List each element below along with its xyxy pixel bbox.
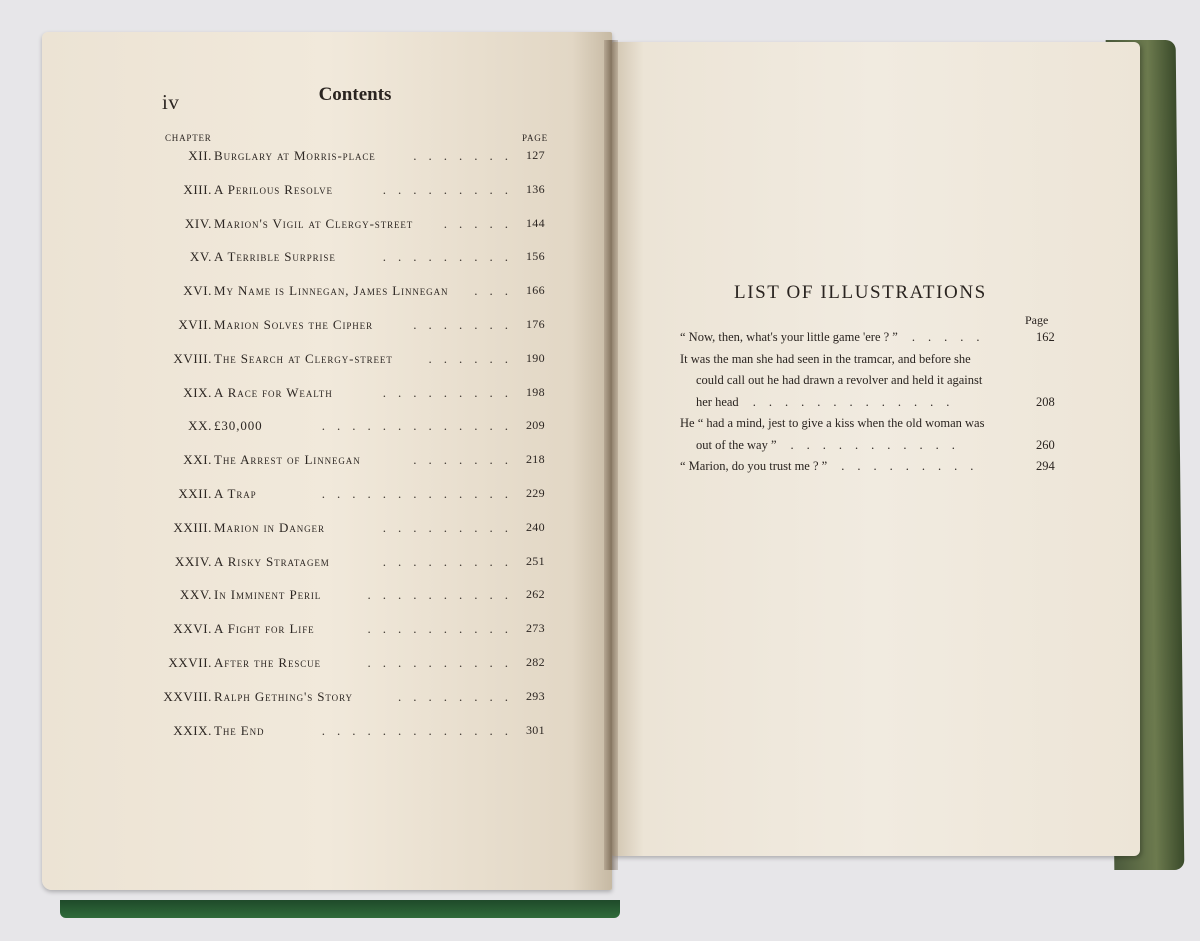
toc-chapter-number: XXVII. xyxy=(168,655,212,670)
table-of-contents xyxy=(0,0,600,800)
book-spine-cloth xyxy=(60,900,620,918)
illustrations-title: LIST OF ILLUSTRATIONS xyxy=(734,282,987,303)
toc-chapter-number: XIII. xyxy=(183,181,212,197)
toc-page-number: 273 xyxy=(526,621,545,636)
illustration-caption-line: “ Marion, do you trust me ? ” xyxy=(680,459,828,473)
illustration-leader-dots: ........... xyxy=(790,437,968,452)
toc-chapter-title: A Risky Stratagem xyxy=(214,553,330,569)
toc-chapter-number: XXI. xyxy=(183,452,212,468)
toc-row xyxy=(0,418,560,438)
toc-page-number: 293 xyxy=(526,688,545,703)
illustration-caption-line: out of the way ” xyxy=(696,437,777,452)
toc-leader-dots: ......... xyxy=(382,181,520,197)
toc-leader-dots: ......... xyxy=(382,384,520,400)
illustration-page-number: 294 xyxy=(1036,459,1055,473)
page-folio: iv xyxy=(162,90,180,114)
toc-row xyxy=(0,148,560,168)
toc-page-number: 262 xyxy=(526,587,545,602)
toc-row xyxy=(0,655,560,675)
toc-leader-dots: ....... xyxy=(413,317,520,332)
toc-chapter-title: Marion Solves the Cipher xyxy=(214,317,373,332)
illustration-page-number: 208 xyxy=(1036,394,1055,409)
toc-leader-dots: ..... xyxy=(443,215,520,231)
page-column-header: PAGE xyxy=(522,133,548,143)
toc-page-number: 190 xyxy=(526,350,545,365)
toc-leader-dots: ....... xyxy=(413,452,520,468)
toc-leader-dots: .......... xyxy=(367,587,520,603)
toc-chapter-number: XXIV. xyxy=(174,553,212,569)
illustration-leader-dots: ......... xyxy=(841,459,987,473)
toc-leader-dots: ............. xyxy=(321,486,520,501)
toc-leader-dots: .......... xyxy=(367,621,520,637)
toc-chapter-number: XVIII. xyxy=(173,350,212,366)
toc-leader-dots: ....... xyxy=(413,148,520,163)
toc-leader-dots: ............. xyxy=(321,722,520,738)
toc-chapter-number: XXVIII. xyxy=(163,688,212,704)
toc-chapter-title: A Trap xyxy=(214,486,257,501)
toc-row xyxy=(0,689,560,709)
toc-chapter-title: A Terrible Surprise xyxy=(214,249,336,265)
toc-leader-dots: ......... xyxy=(382,519,520,535)
illustration-page-number: 260 xyxy=(1036,437,1055,452)
illustration-caption-line: It was the man she had seen in the tramcar, and before she xyxy=(680,351,971,366)
toc-page-number: 176 xyxy=(526,317,545,331)
toc-row xyxy=(0,621,560,641)
toc-page-number: 127 xyxy=(526,148,545,162)
toc-row xyxy=(0,486,560,506)
toc-page-number: 301 xyxy=(526,722,545,737)
toc-chapter-title: A Perilous Resolve xyxy=(214,181,333,197)
toc-page-number: 144 xyxy=(526,215,545,230)
illustration-caption-line: He “ had a mind, jest to give a kiss when the old woman was xyxy=(680,416,985,430)
toc-chapter-title: The Arrest of Linnegan xyxy=(214,452,361,468)
toc-chapter-title: A Race for Wealth xyxy=(214,384,333,400)
toc-row xyxy=(0,452,560,472)
illustration-caption-line: her head xyxy=(696,394,739,409)
toc-page-number: 198 xyxy=(526,384,545,399)
toc-chapter-number: XIX. xyxy=(183,384,212,400)
contents-title: Contents xyxy=(318,84,392,105)
toc-leader-dots: ........ xyxy=(398,688,520,704)
toc-row xyxy=(0,385,560,405)
toc-chapter-number: XVII. xyxy=(178,317,212,332)
toc-chapter-title: My Name is Linnegan, James Linnegan xyxy=(214,283,449,299)
toc-page-number: 136 xyxy=(526,181,545,196)
book-gutter xyxy=(604,40,618,870)
toc-page-number: 166 xyxy=(526,283,545,298)
toc-row xyxy=(0,216,560,236)
toc-leader-dots: ......... xyxy=(382,553,520,569)
toc-chapter-number: XX. xyxy=(188,418,212,434)
toc-chapter-number: XXIII. xyxy=(173,519,212,535)
toc-row xyxy=(0,182,560,202)
toc-chapter-title: In Imminent Peril xyxy=(214,587,322,603)
toc-page-number: 209 xyxy=(526,418,545,433)
toc-row xyxy=(0,520,560,540)
toc-page-number: 229 xyxy=(526,486,545,500)
illustration-leader-dots: ..... xyxy=(911,330,993,344)
illustration-caption-line: could call out he had drawn a revolver and held it against xyxy=(696,373,983,387)
toc-row xyxy=(0,317,560,337)
toc-chapter-number: XXVI. xyxy=(173,621,212,637)
toc-page-number: 240 xyxy=(526,519,545,534)
toc-chapter-number: XII. xyxy=(188,148,212,163)
toc-row xyxy=(0,249,560,269)
toc-chapter-number: XIV. xyxy=(184,215,212,231)
toc-page-number: 156 xyxy=(526,249,545,264)
toc-chapter-title: After the Rescue xyxy=(214,655,321,670)
toc-chapter-title: The End xyxy=(214,722,265,738)
toc-row xyxy=(0,554,560,574)
toc-row xyxy=(0,587,560,607)
toc-leader-dots: ... xyxy=(474,283,520,299)
toc-leader-dots: .......... xyxy=(367,655,520,670)
toc-chapter-title: Marion's Vigil at Clergy-street xyxy=(214,215,414,231)
toc-chapter-title: £30,000 xyxy=(214,418,263,434)
toc-chapter-title: A Fight for Life xyxy=(214,621,315,637)
toc-page-number: 218 xyxy=(526,452,545,467)
illustration-page-number: 162 xyxy=(1036,330,1055,344)
illustration-leader-dots: ............. xyxy=(752,394,963,409)
toc-chapter-number: XV. xyxy=(189,249,212,265)
toc-row xyxy=(0,723,560,743)
toc-leader-dots: ...... xyxy=(428,350,520,366)
toc-page-number: 282 xyxy=(526,655,545,669)
toc-chapter-number: XXII. xyxy=(178,486,212,501)
illustration-caption-line: “ Now, then, what's your little game 'ere ? ” xyxy=(680,330,898,344)
toc-page-number: 251 xyxy=(526,553,545,568)
illustrations-page-header: Page xyxy=(1025,313,1049,327)
toc-leader-dots: ......... xyxy=(382,249,520,265)
toc-chapter-number: XVI. xyxy=(183,283,212,299)
toc-chapter-title: Ralph Gething's Story xyxy=(214,688,353,704)
chapter-column-header: CHAPTER xyxy=(165,133,212,143)
toc-chapter-title: Marion in Danger xyxy=(214,519,325,535)
toc-row xyxy=(0,351,560,371)
toc-row xyxy=(0,283,560,303)
toc-chapter-title: The Search at Clergy-street xyxy=(214,350,393,366)
toc-chapter-title: Burglary at Morris-place xyxy=(214,148,376,163)
toc-chapter-number: XXV. xyxy=(179,587,212,603)
toc-leader-dots: ............. xyxy=(321,418,520,434)
toc-chapter-number: XXIX. xyxy=(173,722,212,738)
